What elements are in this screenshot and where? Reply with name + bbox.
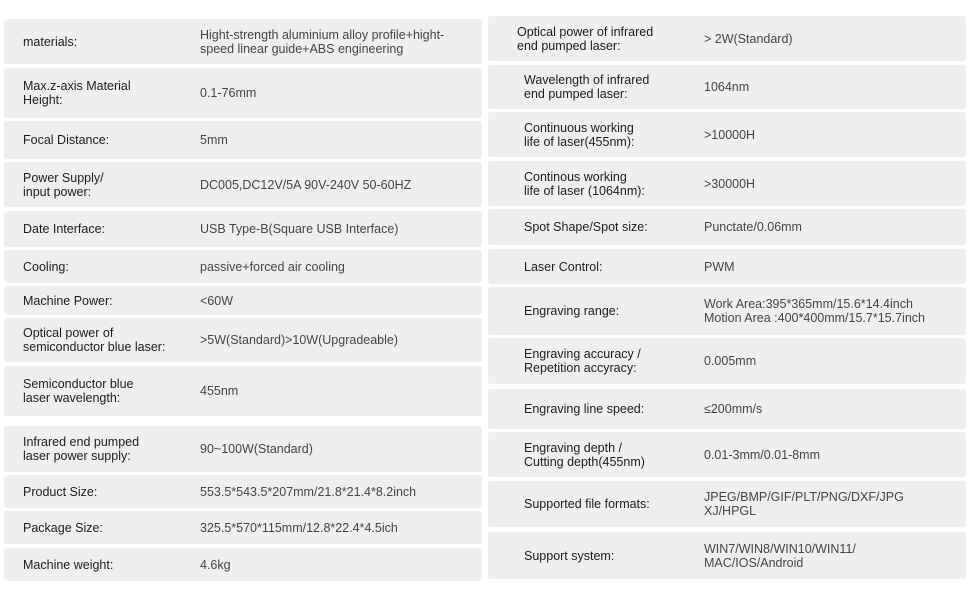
spec-label: materials: bbox=[23, 34, 78, 49]
spec-value: PWM bbox=[704, 259, 735, 274]
spec-row bbox=[4, 426, 482, 472]
spec-label: Cooling: bbox=[23, 259, 69, 274]
spec-label: Support system: bbox=[524, 548, 615, 563]
spec-value: 1064nm bbox=[704, 80, 750, 94]
spec-label: Continuous working life of laser(455nm): bbox=[524, 120, 635, 149]
spec-row bbox=[488, 338, 966, 384]
spec-row bbox=[488, 161, 966, 206]
spec-row bbox=[4, 511, 482, 544]
spec-label: Product Size: bbox=[23, 484, 98, 499]
spec-row bbox=[4, 250, 482, 283]
spec-label: Laser Control: bbox=[524, 259, 603, 274]
spec-label: Wavelength of infrared end pumped laser: bbox=[524, 73, 650, 101]
spec-value: 5mm bbox=[200, 133, 228, 147]
spec-value: 0.01-3mm/0.01-8mm bbox=[704, 447, 821, 462]
spec-value: >5W(Standard)>10W(Upgradeable) bbox=[200, 333, 399, 347]
spec-label: Engraving line speed: bbox=[524, 402, 645, 416]
spec-value: 0.005mm bbox=[704, 354, 757, 368]
spec-label: Optical power of infrared end pumped laser: bbox=[517, 24, 654, 53]
spec-value: 0.1-76mm bbox=[200, 86, 257, 100]
spec-value: ≤200mm/s bbox=[704, 402, 763, 416]
spec-value: 90~100W(Standard) bbox=[200, 442, 313, 456]
spec-label: Continous working life of laser (1064nm): bbox=[524, 169, 645, 198]
spec-label: Supported file formats: bbox=[524, 497, 650, 511]
spec-row bbox=[488, 65, 966, 109]
spec-label: Machine weight: bbox=[23, 557, 114, 572]
spec-label: Infrared end pumped laser power supply: bbox=[23, 435, 140, 463]
spec-row bbox=[488, 532, 966, 579]
spec-value: Punctate/0.06mm bbox=[704, 220, 802, 234]
spec-row bbox=[4, 19, 482, 64]
spec-label: Package Size: bbox=[23, 520, 103, 535]
spec-row bbox=[4, 548, 482, 581]
spec-row bbox=[488, 249, 966, 284]
spec-row bbox=[488, 432, 966, 477]
spec-row bbox=[4, 68, 482, 118]
spec-row bbox=[4, 211, 482, 247]
spec-label: Power Supply/ input power: bbox=[23, 170, 104, 199]
spec-row bbox=[488, 389, 966, 429]
spec-label: Focal Distance: bbox=[23, 133, 110, 147]
spec-value: 4.6kg bbox=[200, 557, 231, 572]
spec-label: Optical power of semiconductor blue laser: bbox=[23, 326, 166, 354]
spec-row bbox=[4, 121, 482, 159]
spec-row bbox=[488, 16, 966, 61]
spec-label: Semiconductor blue laser wavelength: bbox=[23, 377, 134, 405]
spec-row bbox=[4, 318, 482, 362]
spec-label: Machine Power: bbox=[23, 293, 113, 308]
spec-label: Date Interface: bbox=[23, 222, 105, 236]
spec-value: Hight-strength aluminium alloy profile+hight- speed linear guide+ABS engineering bbox=[200, 27, 445, 56]
spec-label: Engraving accuracy / Repetition accyracy: bbox=[524, 347, 641, 375]
spec-row bbox=[4, 162, 482, 207]
spec-value: JPEG/BMP/GIF/PLT/PNG/DXF/JPG XJ/HPGL bbox=[704, 490, 904, 518]
spec-value: 553.5*543.5*207mm/21.8*21.4*8.2inch bbox=[200, 484, 417, 499]
spec-row bbox=[488, 481, 966, 527]
spec-label: Engraving depth / Cutting depth(455nm) bbox=[524, 440, 645, 469]
spec-row bbox=[4, 286, 482, 315]
spec-label: Max.z-axis Material Height: bbox=[23, 79, 131, 107]
spec-value: > 2W(Standard) bbox=[704, 31, 793, 46]
spec-value: Work Area:395*365mm/15.6*14.4inch Motion Area :400*400mm/15.7*15.7inch bbox=[704, 297, 925, 325]
spec-value: 325.5*570*115mm/12.8*22.4*4.5ich bbox=[200, 520, 398, 535]
spec-value: >30000H bbox=[704, 176, 756, 191]
spec-value: 455nm bbox=[200, 384, 239, 398]
spec-row bbox=[488, 112, 966, 157]
spec-row bbox=[488, 287, 966, 335]
spec-row bbox=[4, 475, 482, 508]
spec-value: USB Type-B(Square USB Interface) bbox=[200, 222, 399, 236]
spec-label: Spot Shape/Spot size: bbox=[524, 220, 648, 234]
spec-value: >10000H bbox=[704, 127, 756, 142]
spec-value: passive+forced air cooling bbox=[200, 259, 345, 274]
spec-value: DC005,DC12V/5A 90V-240V 50-60HZ bbox=[200, 177, 412, 192]
spec-row bbox=[4, 366, 482, 416]
spec-label: Engraving range: bbox=[524, 304, 620, 318]
spec-value: WIN7/WIN8/WIN10/WIN11/ MAC/IOS/Android bbox=[704, 541, 856, 570]
spec-row bbox=[488, 209, 966, 245]
spec-value: <60W bbox=[200, 293, 234, 308]
